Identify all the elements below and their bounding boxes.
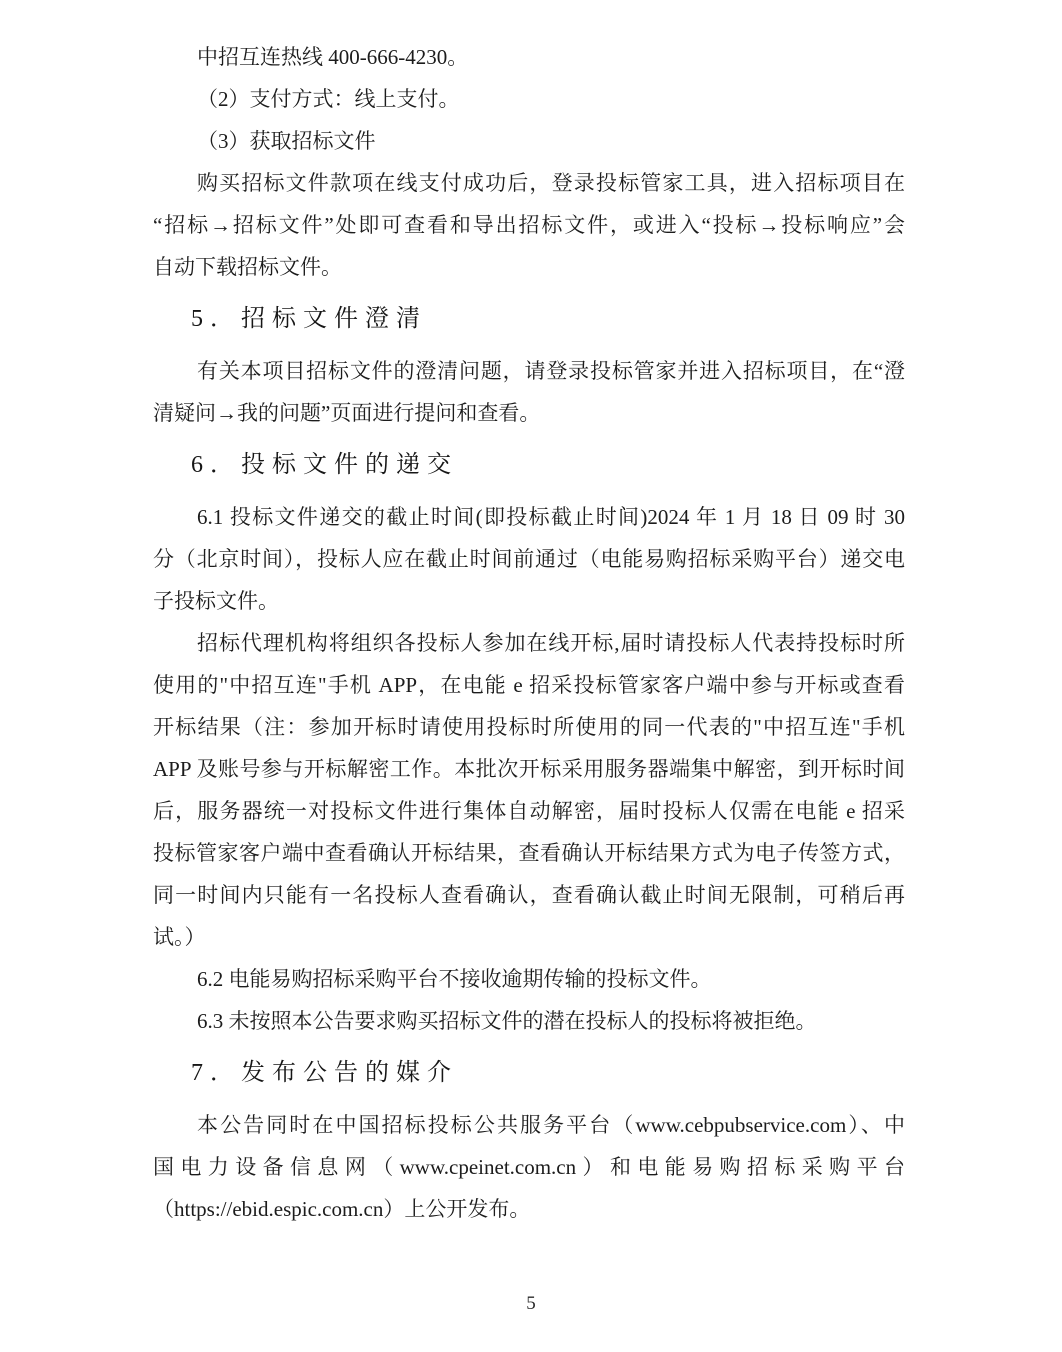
- text-line: 中招互连热线 400-666-4230。: [197, 45, 469, 69]
- text-line: 本公告同时在中国招标投标公共服务平台（www.cebpubservice.com）、中: [197, 1113, 905, 1137]
- text-line: 分（北京时间），投标人应在截止时间前通过（电能易购招标采购平台）递交电: [153, 547, 905, 571]
- paragraph: [153, 162, 905, 288]
- text-line: （3）获取招标文件: [197, 129, 376, 153]
- text-line: 有关本项目招标文件的澄清问题，请登录投标管家并进入招标项目，在“澄: [197, 359, 905, 383]
- text-line: 6.2 电能易购招标采购平台不接收逾期传输的投标文件。: [197, 967, 712, 991]
- paragraph: [153, 120, 905, 162]
- paragraph: [153, 496, 905, 622]
- text-line: 后，服务器统一对投标文件进行集体自动解密，届时投标人仅需在电能 e 招采: [153, 799, 905, 823]
- text-line: 清疑问→我的问题”页面进行提问和查看。: [153, 401, 541, 425]
- paragraph: [153, 958, 905, 1000]
- paragraph: [153, 1000, 905, 1042]
- paragraph: [153, 78, 905, 120]
- paragraph: [153, 36, 905, 78]
- paragraph: [153, 622, 905, 958]
- text-line: （https://ebid.espic.com.cn）上公开发布。: [153, 1197, 531, 1221]
- text-line: 购买招标文件款项在线支付成功后，登录投标管家工具，进入招标项目在: [197, 171, 905, 195]
- paragraph: [153, 1104, 905, 1230]
- text-line: 6.3 未按照本公告要求购买招标文件的潜在投标人的投标将被拒绝。: [197, 1009, 817, 1033]
- text-line: APP 及账号参与开标解密工作。本批次开标采用服务器端集中解密，到开标时间: [153, 757, 905, 781]
- text-line: 投标管家客户端中查看确认开标结果，查看确认开标结果方式为电子传签方式，: [153, 841, 905, 865]
- text-line: “招标→招标文件”处即可查看和导出招标文件，或进入“投标→投标响应”会: [153, 213, 905, 237]
- paragraph: [153, 350, 905, 434]
- text-line: 招标代理机构将组织各投标人参加在线开标,届时请投标人代表持投标时所: [197, 631, 905, 655]
- text-line: 自动下载招标文件。: [153, 255, 342, 279]
- text-line: 国电力设备信息网（www.cpeinet.com.cn）和电能易购招标采购平台: [153, 1155, 905, 1179]
- document-body: [153, 36, 905, 1230]
- text-line: 6.1 投标文件递交的截止时间(即投标截止时间)2024 年 1 月 18 日 09 时 30: [197, 505, 905, 529]
- text-line: 使用的"中招互连"手机 APP，在电能 e 招采投标管家客户端中参与开标或查看: [153, 673, 905, 697]
- text-line: 同一时间内只能有一名投标人查看确认，查看确认截止时间无限制，可稍后再: [153, 883, 905, 907]
- page-number: 5: [526, 1293, 536, 1314]
- text-line: 试。）: [153, 925, 206, 949]
- text-line: （2）支付方式：线上支付。: [197, 87, 460, 111]
- text-line: 子投标文件。: [153, 589, 279, 613]
- section-heading: 7．发布公告的媒介: [191, 1060, 458, 1086]
- section-heading: 6．投标文件的递交: [191, 452, 458, 478]
- text-line: 开标结果（注：参加开标时请使用投标时所使用的同一代表的"中招互连"手机: [153, 715, 905, 739]
- section-heading: 5．招标文件澄清: [191, 306, 427, 332]
